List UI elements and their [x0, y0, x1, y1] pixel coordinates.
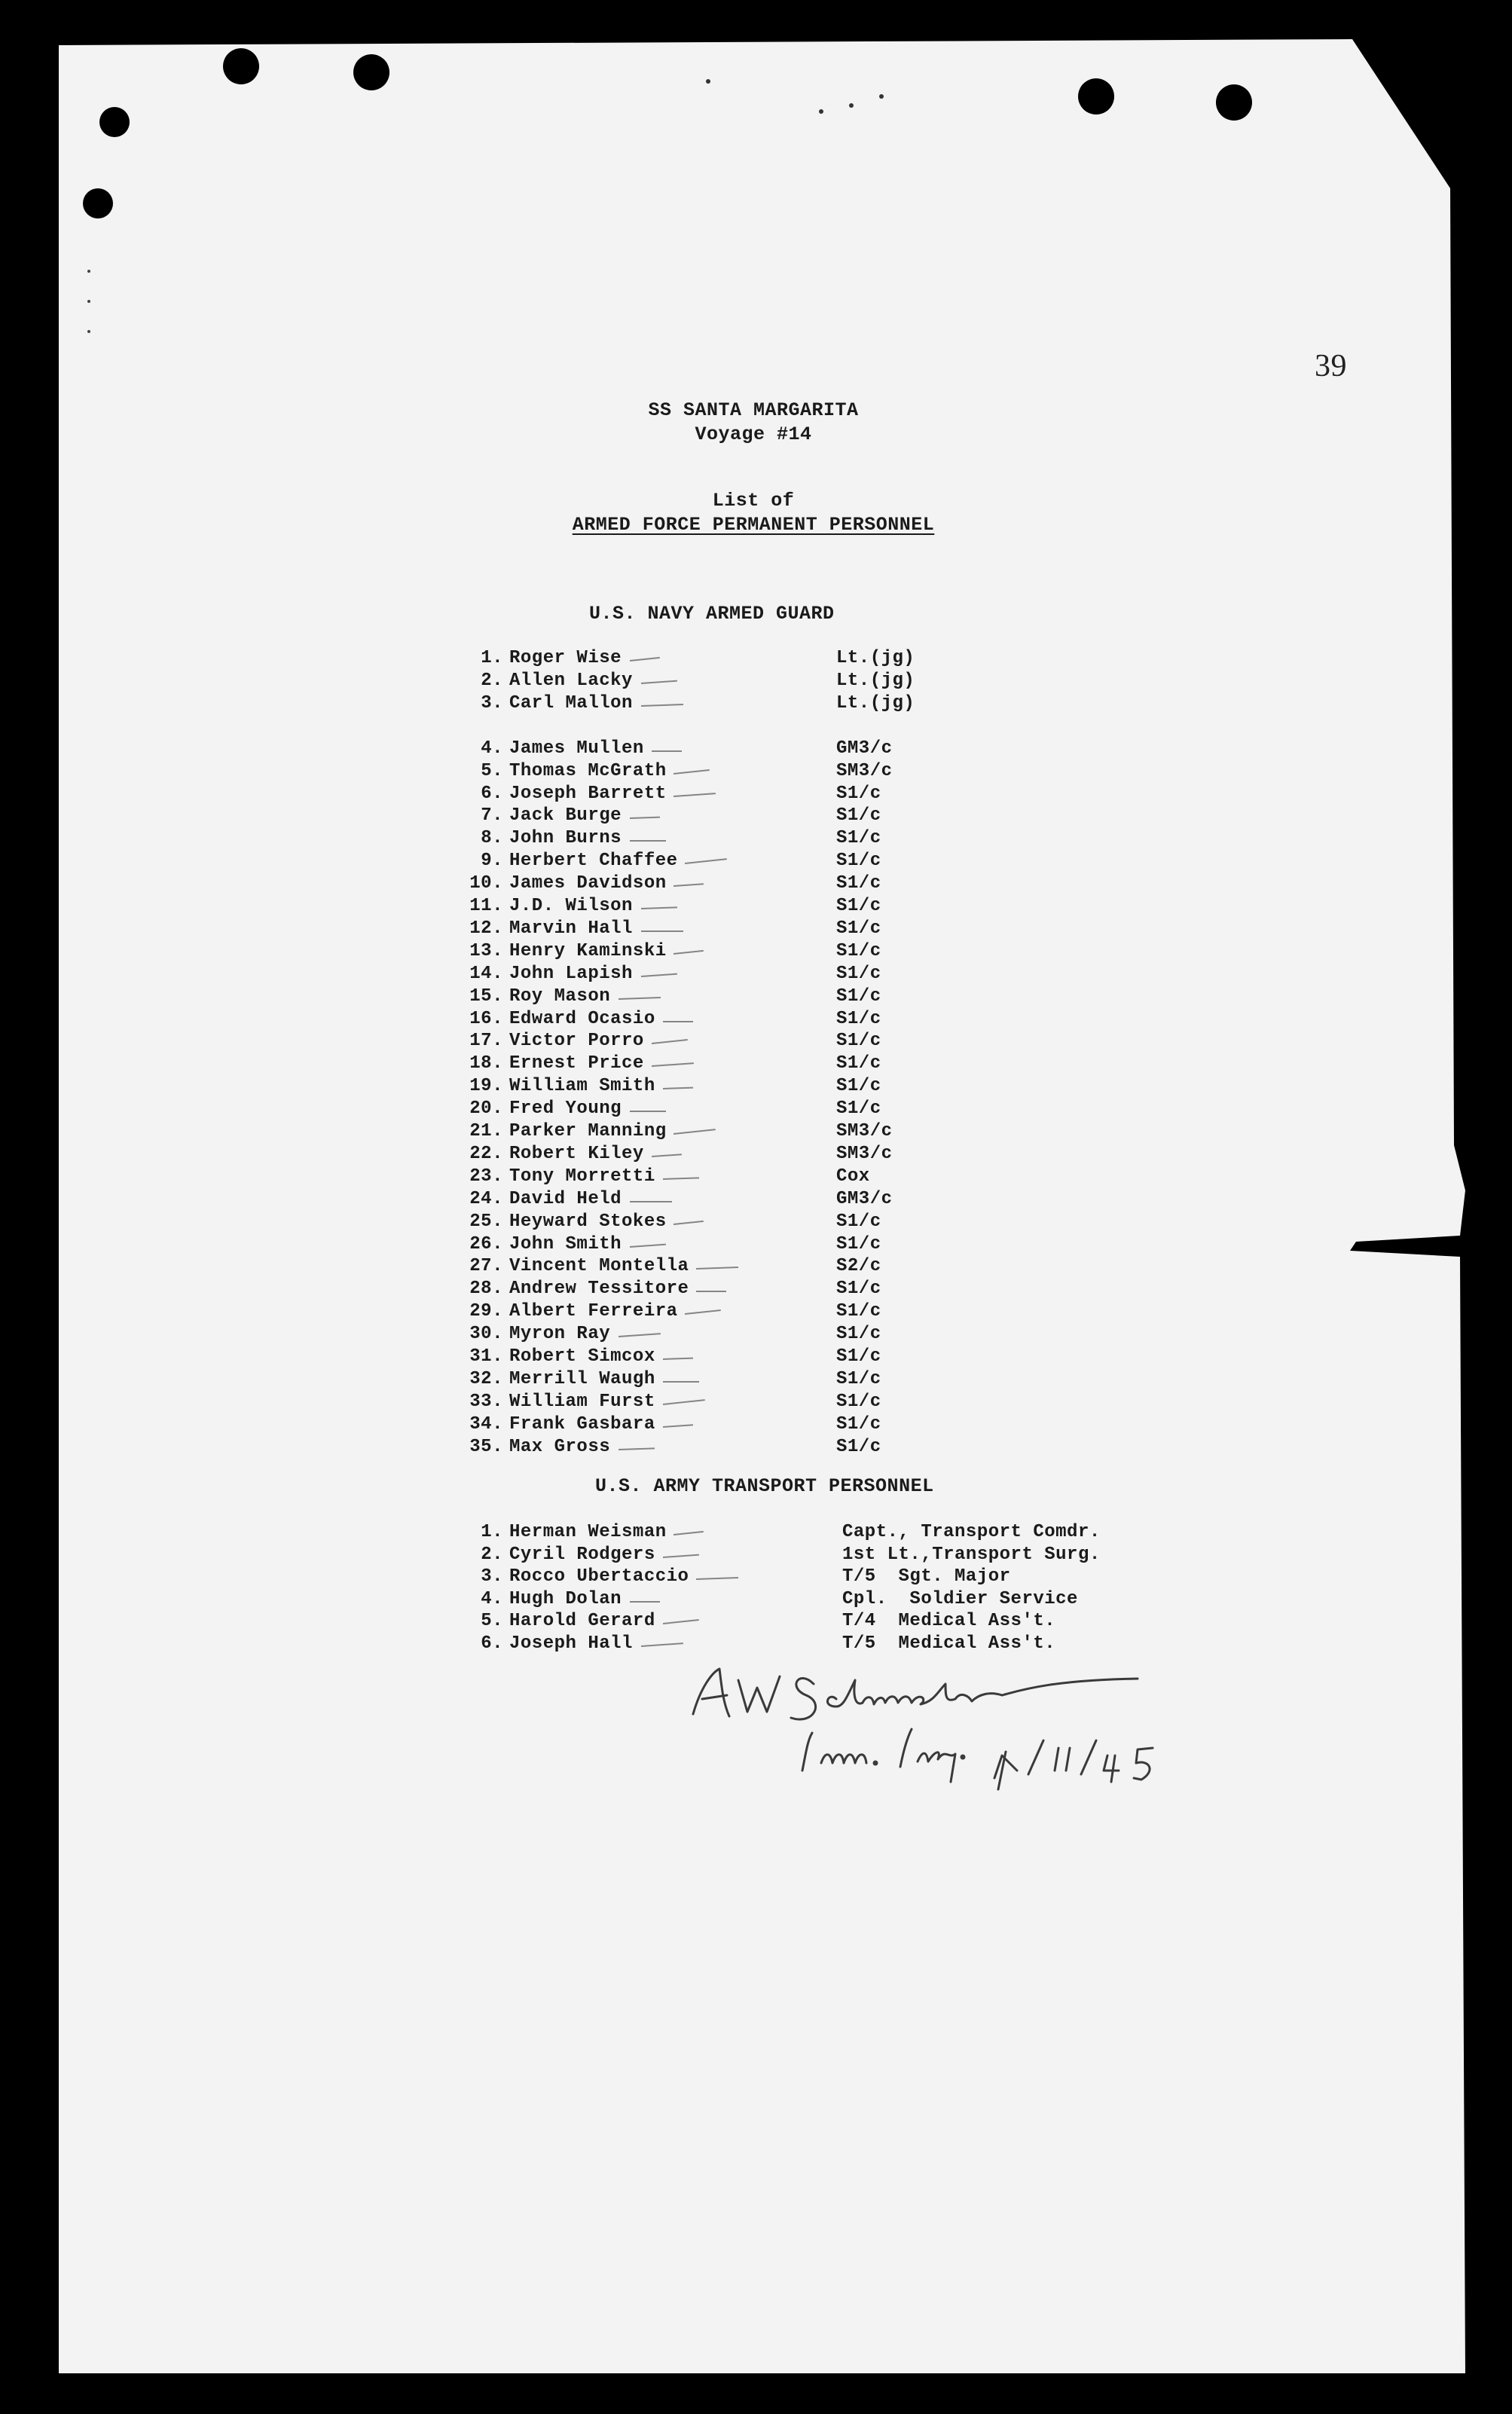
roster-number: 6. [481, 783, 503, 804]
roster-name: Max Gross [509, 1436, 611, 1457]
pencil-check-mark [663, 1021, 693, 1022]
roster-number: 23. [469, 1166, 503, 1187]
roster-number: 27. [469, 1256, 503, 1277]
roster-number: 28. [469, 1279, 503, 1300]
roster-number: 34. [469, 1413, 503, 1435]
roster-rank: T/5 Sgt. Major [842, 1566, 1011, 1587]
roster-rank: Cpl. Soldier Service [842, 1588, 1078, 1609]
roster-rank: S1/c [836, 1211, 881, 1232]
roster-rank: SM3/c [836, 760, 893, 781]
roster-rank: S1/c [836, 1391, 881, 1412]
roster-name: Thomas McGrath [509, 760, 667, 781]
roster-number: 4. [481, 1588, 503, 1609]
ship-name: SS SANTA MARGARITA [648, 399, 859, 421]
roster-name: James Davidson [509, 873, 667, 894]
punch-hole [353, 54, 389, 90]
list-of-label: List of [712, 490, 795, 512]
pencil-check-mark [630, 1201, 672, 1202]
roster-number: 31. [469, 1346, 503, 1367]
roster-rank: S1/c [836, 1436, 881, 1457]
punch-hole [83, 188, 113, 218]
roster-rank: S1/c [836, 1346, 881, 1367]
roster-rank: S1/c [836, 1053, 881, 1074]
roster-rank: S1/c [836, 1099, 881, 1120]
roster-name: Myron Ray [509, 1324, 611, 1345]
roster-rank: Capt., Transport Comdr. [842, 1522, 1101, 1542]
roster-number: 29. [469, 1301, 503, 1322]
roster-name: Victor Porro [509, 1031, 644, 1052]
roster-rank: S1/c [836, 1076, 881, 1097]
roster-number: 2. [481, 670, 503, 691]
roster-rank: Lt.(jg) [836, 692, 915, 714]
roster-rank: S1/c [836, 918, 881, 939]
roster-name: Cyril Rodgers [509, 1544, 655, 1565]
roster-number: 19. [469, 1076, 503, 1097]
roster-name: James Mullen [509, 738, 644, 759]
roster-name: William Furst [509, 1391, 655, 1412]
roster-rank: S1/c [836, 1279, 881, 1300]
roster-rank: 1st Lt.,Transport Surg. [842, 1544, 1101, 1565]
roster-number: 7. [481, 805, 503, 827]
roster-rank: GM3/c [836, 738, 893, 759]
roster-number: 3. [481, 692, 503, 714]
roster-name: J.D. Wilson [509, 896, 633, 916]
roster-name: David Held [509, 1188, 622, 1209]
punch-hole [99, 107, 130, 137]
roster-rank: S1/c [836, 1008, 881, 1029]
roster-rank: S1/c [836, 963, 881, 984]
pencil-check-mark [652, 750, 682, 752]
roster-name: Harold Gerard [509, 1611, 655, 1631]
roster-name: Robert Simcox [509, 1346, 655, 1367]
roster-name: Heyward Stokes [509, 1211, 667, 1232]
roster-name: Joseph Hall [509, 1633, 633, 1654]
roster-rank: SM3/c [836, 1143, 893, 1164]
roster-name: Parker Manning [509, 1121, 667, 1141]
roster-rank: GM3/c [836, 1188, 893, 1209]
roster-rank: S1/c [836, 1031, 881, 1052]
roster-name: Tony Morretti [509, 1166, 655, 1187]
roster-number: 17. [469, 1031, 503, 1052]
pencil-check-mark [696, 1291, 726, 1292]
roster-number: 12. [469, 918, 503, 939]
roster-rank: S1/c [836, 940, 881, 961]
roster-rank: Lt.(jg) [836, 670, 915, 691]
roster-number: 20. [469, 1099, 503, 1120]
roster-rank: S1/c [836, 805, 881, 827]
roster-number: 2. [481, 1544, 503, 1565]
roster-number: 4. [481, 738, 503, 759]
roster-name: Allen Lacky [509, 670, 633, 691]
roster-number: 6. [481, 1633, 503, 1654]
roster-rank: S1/c [836, 985, 881, 1007]
roster-name: Frank Gasbara [509, 1413, 655, 1435]
roster-rank: T/4 Medical Ass't. [842, 1611, 1056, 1631]
roster-number: 15. [469, 985, 503, 1007]
roster-name: John Lapish [509, 963, 633, 984]
roster-number: 1. [481, 1522, 503, 1542]
roster-name: Robert Kiley [509, 1143, 644, 1164]
roster-name: Roy Mason [509, 985, 611, 1007]
roster-number: 21. [469, 1121, 503, 1141]
punch-hole [1078, 78, 1114, 115]
roster-name: Rocco Ubertaccio [509, 1566, 689, 1587]
roster-name: Herman Weisman [509, 1522, 667, 1542]
roster-number: 9. [481, 851, 503, 872]
roster-number: 3. [481, 1566, 503, 1587]
army-section-heading: U.S. ARMY TRANSPORT PERSONNEL [595, 1475, 934, 1497]
pencil-check-mark [630, 1601, 660, 1603]
navy-section-heading: U.S. NAVY ARMED GUARD [589, 603, 835, 625]
punch-hole [1216, 84, 1252, 121]
roster-name: John Burns [509, 828, 622, 849]
roster-name: William Smith [509, 1076, 655, 1097]
roster-name: Joseph Barrett [509, 783, 667, 804]
roster-rank: Cox [836, 1166, 870, 1187]
roster-rank: S1/c [836, 828, 881, 849]
pencil-check-mark [641, 930, 683, 932]
roster-number: 18. [469, 1053, 503, 1074]
roster-number: 26. [469, 1233, 503, 1254]
punch-hole [223, 48, 259, 84]
roster-number: 13. [469, 940, 503, 961]
voyage-number: Voyage #14 [695, 423, 812, 445]
pencil-check-mark [663, 1381, 699, 1383]
roster-number: 8. [481, 828, 503, 849]
roster-number: 11. [469, 896, 503, 916]
roster-name: Henry Kaminski [509, 940, 667, 961]
roster-number: 14. [469, 963, 503, 984]
roster-number: 16. [469, 1008, 503, 1029]
roster-rank: S1/c [836, 851, 881, 872]
roster-rank: S1/c [836, 896, 881, 916]
roster-number: 24. [469, 1188, 503, 1209]
roster-rank: T/5 Medical Ass't. [842, 1633, 1056, 1654]
roster-name: Carl Mallon [509, 692, 633, 714]
handwritten-signature [686, 1658, 1228, 1793]
roster-rank: S1/c [836, 783, 881, 804]
roster-name: Herbert Chaffee [509, 851, 678, 872]
roster-name: Hugh Dolan [509, 1588, 622, 1609]
roster-name: Merrill Waugh [509, 1368, 655, 1389]
roster-name: Fred Young [509, 1099, 622, 1120]
roster-number: 5. [481, 1611, 503, 1631]
roster-number: 33. [469, 1391, 503, 1412]
pencil-check-mark [630, 840, 666, 842]
page-number: 39 [1315, 349, 1347, 383]
roster-rank: S2/c [836, 1256, 881, 1277]
roster-rank: SM3/c [836, 1121, 893, 1141]
roster-number: 10. [469, 873, 503, 894]
roster-name: Edward Ocasio [509, 1008, 655, 1029]
roster-name: John Smith [509, 1233, 622, 1254]
roster-rank: S1/c [836, 1413, 881, 1435]
roster-number: 30. [469, 1324, 503, 1345]
roster-rank: S1/c [836, 873, 881, 894]
roster-name: Vincent Montella [509, 1256, 689, 1277]
roster-number: 32. [469, 1368, 503, 1389]
roster-number: 5. [481, 760, 503, 781]
roster-rank: Lt.(jg) [836, 648, 915, 668]
roster-name: Ernest Price [509, 1053, 644, 1074]
pencil-check-mark [630, 1111, 666, 1112]
roster-number: 25. [469, 1211, 503, 1232]
roster-rank: S1/c [836, 1368, 881, 1389]
roster-number: 22. [469, 1143, 503, 1164]
roster-rank: S1/c [836, 1233, 881, 1254]
roster-number: 1. [481, 648, 503, 668]
roster-name: Albert Ferreira [509, 1301, 678, 1322]
roster-name: Marvin Hall [509, 918, 633, 939]
roster-name: Andrew Tessitore [509, 1279, 689, 1300]
roster-name: Roger Wise [509, 648, 622, 668]
roster-rank: S1/c [836, 1301, 881, 1322]
roster-rank: S1/c [836, 1324, 881, 1345]
roster-number: 35. [469, 1436, 503, 1457]
roster-name: Jack Burge [509, 805, 622, 827]
list-title: ARMED FORCE PERMANENT PERSONNEL [572, 514, 935, 536]
